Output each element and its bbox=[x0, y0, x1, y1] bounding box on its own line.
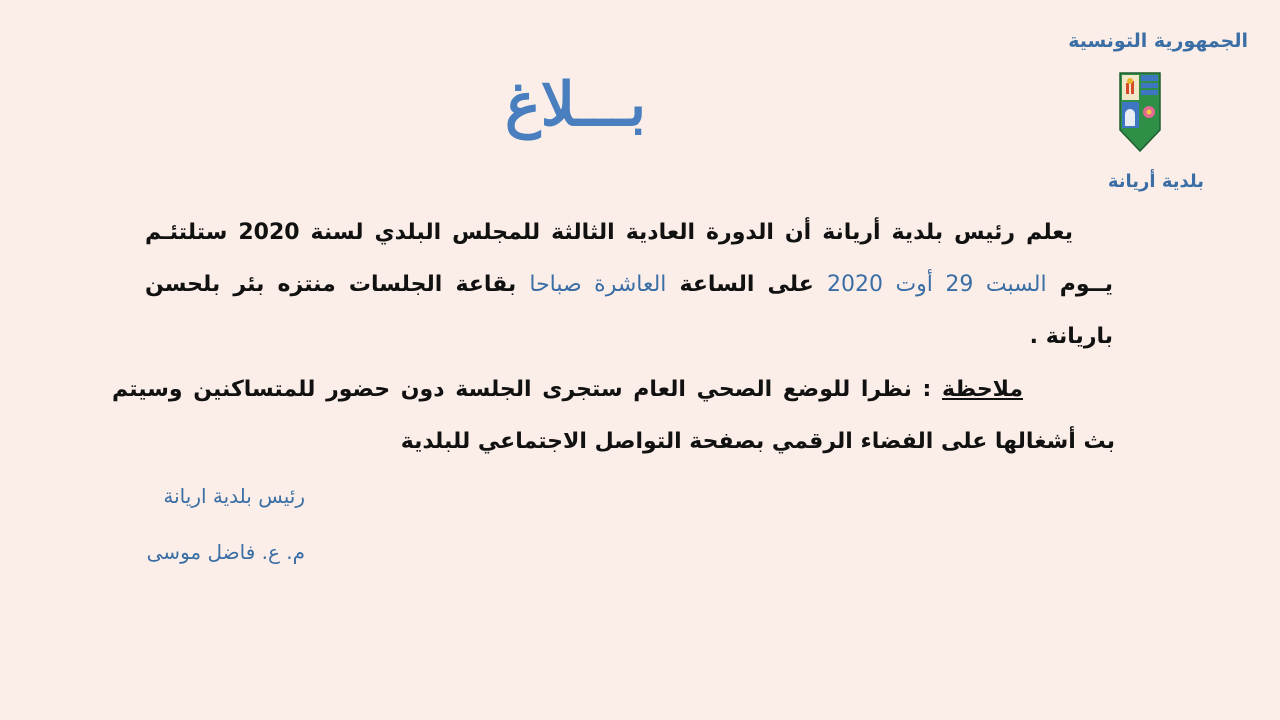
announcement-paragraph bbox=[145, 207, 1113, 363]
signature-role: رئيس بلدية اريانة bbox=[163, 484, 305, 508]
note-label: ملاحظة bbox=[942, 377, 1023, 402]
signature-name: م. ع. فاضل موسى bbox=[146, 540, 305, 564]
announcement-text-part2: على الساعة bbox=[666, 272, 827, 297]
signature-block bbox=[110, 468, 305, 580]
announcement-text-part1: يعلم رئيس بلدية أريانة أن الدورة العادية الثالثة للمجلس البلدي لسنة 2020 ستلتئـم يــوم bbox=[145, 220, 1113, 297]
republic-header: الجمهورية التونسية bbox=[1068, 30, 1248, 52]
meeting-time: العاشرة صباحا bbox=[529, 272, 667, 297]
meeting-date: السبت 29 أوت 2020 bbox=[826, 272, 1047, 297]
announcement-text-part3: بقاعة الجلسات منتزه بئر بلحسن باريانة . bbox=[145, 272, 1113, 349]
note-text: : نظرا للوضع الصحي العام ستجرى الجلسة دون حضور للمتساكنين وسيتم بث أشغالها على الفضاء الرقمي بصفحة التواصل الاجتماعي للبلدية bbox=[112, 377, 1115, 454]
municipality-crest-icon bbox=[1119, 72, 1161, 152]
municipality-name: بلدية أريانة bbox=[1107, 171, 1204, 192]
note-paragraph bbox=[112, 364, 1115, 468]
page-title: بـــلاغ bbox=[505, 70, 647, 140]
